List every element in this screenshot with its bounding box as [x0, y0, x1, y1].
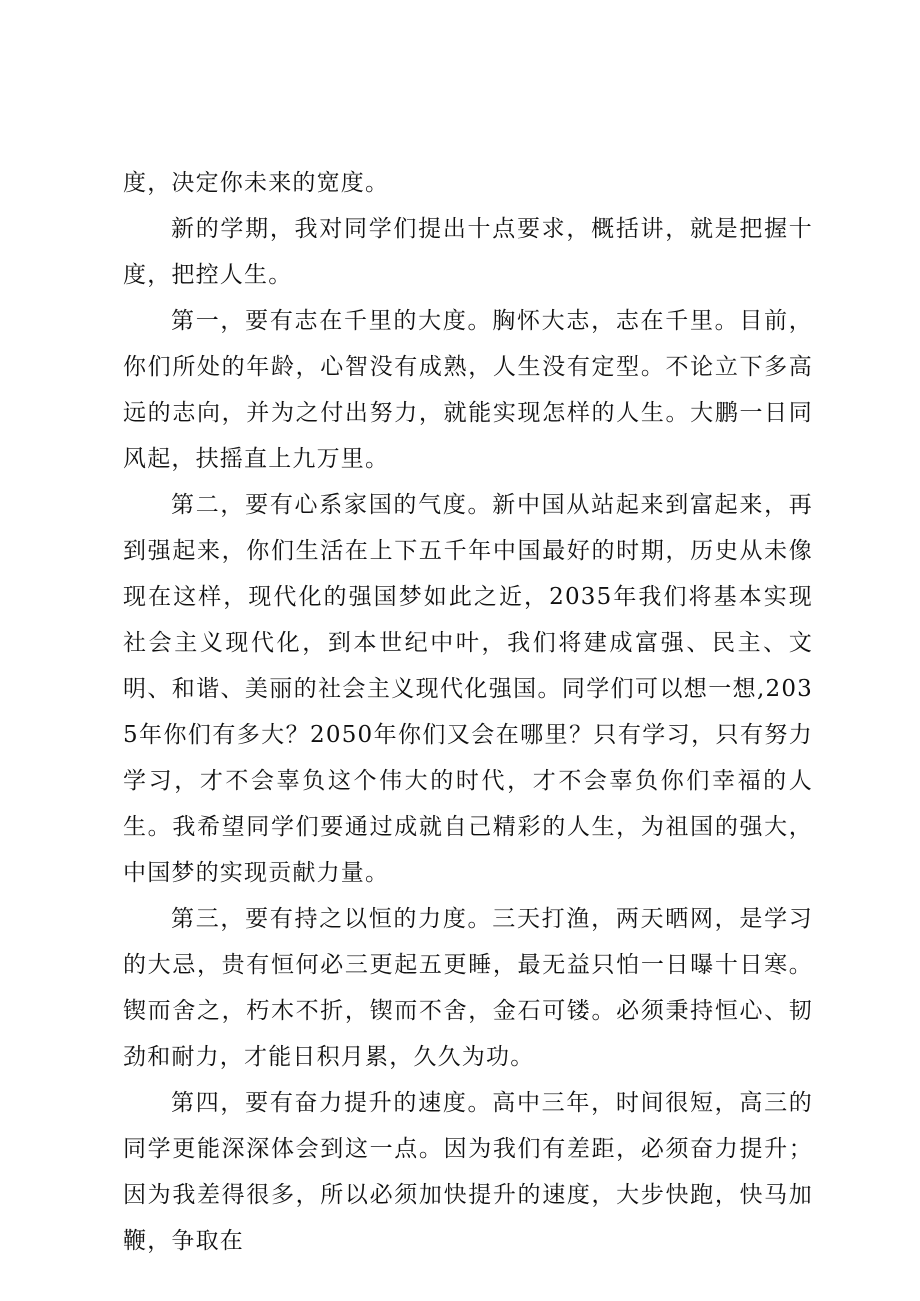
- paragraph-fourth: 第四，要有奋力提升的速度。高中三年，时间很短，高三的同学更能深深体会到这一点。因为我们有差距，必须奋力提升；因为我差得很多，所以必须加快提升的速度，大步快跑，快马加鞭，争取在: [123, 1090, 813, 1254]
- paragraph-second: 第二，要有心系家国的气度。新中国从站起来到富起来，再到强起来，你们生活在上下五千年中国最好的时期，历史从未像现在这样，现代化的强国梦如此之近，2035年我们将基本实现社会主义现代化，到本世纪中叶，我们将建成富强、民主、文明、和谐、美丽的社会主义现代化强国。同学们可以想一想,2035年你们有多大？2050年你们又会在哪里？只有学习，只有努力学习，才不会辜负这个伟大的时代，才不会辜负你们幸福的人生。我希望同学们要通过成就自己精彩的人生，为祖国的强大，中国梦的实现贡献力量。: [123, 492, 813, 886]
- paragraph-third: 第三，要有持之以恒的力度。三天打渔，两天晒网，是学习的大忌，贵有恒何必三更起五更睡，最无益只怕一日曝十日寒。锲而舍之，朽木不折，锲而不舍，金石可镂。必须秉持恒心、韧劲和耐力，才能日积月累，久久为功。: [123, 906, 813, 1070]
- paragraph-first: 第一，要有志在千里的大度。胸怀大志，志在千里。目前，你们所处的年龄，心智没有成熟，人生没有定型。不论立下多高远的志向，并为之付出努力，就能实现怎样的人生。大鹏一日同风起，扶摇直上九万里。: [123, 308, 813, 472]
- paragraph-intro: 新的学期，我对同学们提出十点要求，概括讲，就是把握十度，把控人生。: [123, 216, 813, 288]
- document-body: [123, 160, 813, 1264]
- paragraph-continuation: 度，决定你未来的宽度。: [123, 170, 390, 196]
